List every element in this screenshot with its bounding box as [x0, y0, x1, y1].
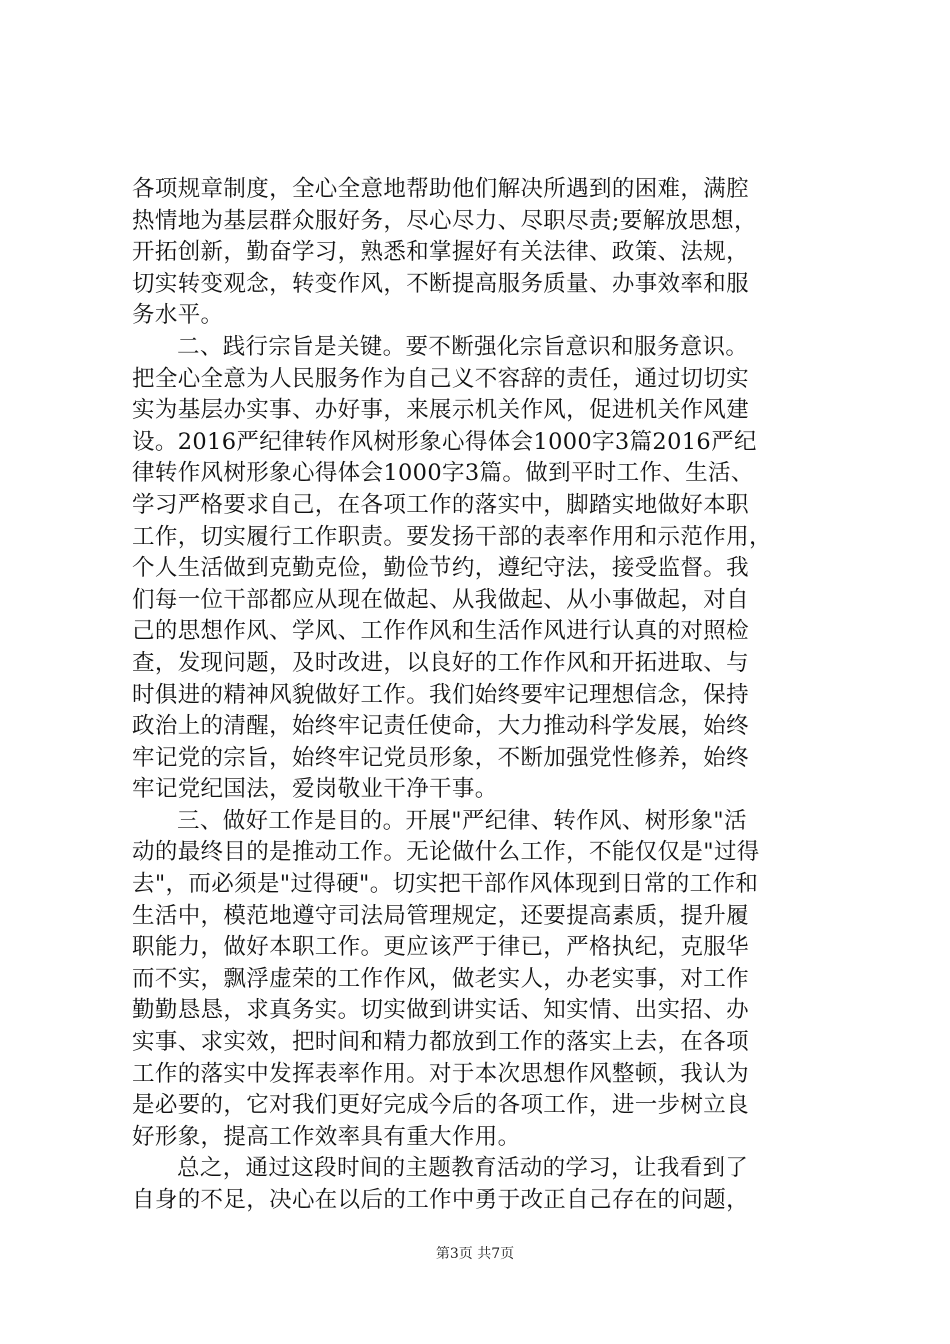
- text-line: 工作，切实履行工作职责。要发扬干部的表率作用和示范作用，: [132, 523, 772, 550]
- text-line: 实事、求实效，把时间和精力都放到工作的落实上去，在各项: [132, 1029, 749, 1056]
- text-line: 查，发现问题，及时改进，以良好的工作作风和开拓进取、与: [132, 649, 749, 676]
- text-line: 政治上的清醒，始终牢记责任使命，大力推动科学发展，始终: [132, 713, 749, 740]
- text-line: 热情地为基层群众服好务，尽心尽力、尽职尽责;要解放思想，: [132, 207, 757, 234]
- paragraph-start-line: 总之，通过这段时间的主题教育活动的学习，让我看到了: [177, 1155, 749, 1182]
- text-line: 好形象，提高工作效率具有重大作用。: [132, 1123, 521, 1150]
- text-line: 牢记党纪国法，爱岗敬业干净干事。: [132, 776, 498, 803]
- text-line: 们每一位干部都应从现在做起、从我做起、从小事做起，对自: [132, 586, 749, 613]
- text-line: 己的思想作风、学风、工作作风和生活作风进行认真的对照检: [132, 618, 749, 645]
- text-line: 牢记党的宗旨，始终牢记党员形象，不断加强党性修养，始终: [132, 744, 749, 771]
- document-body: [132, 174, 828, 1217]
- text-line: 实为基层办实事、办好事，来展示机关作风，促进机关作风建: [132, 397, 749, 424]
- text-line: 个人生活做到克勤克俭，勤俭节约，遵纪守法，接受监督。我: [132, 555, 749, 582]
- text-line: 而不实，飘浮虚荣的工作作风，做老实人，办老实事，对工作: [132, 965, 749, 992]
- text-line: 切实转变观念，转变作风，不断提高服务质量、办事效率和服: [132, 270, 749, 297]
- text-line: 去"，而必须是"过得硬"。切实把干部作风体现到日常的工作和: [132, 871, 759, 898]
- text-line: 各项规章制度，全心全意地帮助他们解决所遇到的困难，满腔: [132, 176, 749, 202]
- paragraph-start-line: 二、践行宗旨是关键。要不断强化宗旨意识和服务意识。: [177, 333, 749, 360]
- text-line: 学习严格要求自己，在各项工作的落实中，脚踏实地做好本职: [132, 491, 749, 518]
- text-line: 是必要的，它对我们更好完成今后的各项工作，进一步树立良: [132, 1092, 749, 1119]
- text-line: 自身的不足，决心在以后的工作中勇于改正自己存在的问题，: [132, 1187, 749, 1213]
- text-line: 职能力，做好本职工作。更应该严于律已，严格执纪，克服华: [132, 934, 749, 961]
- text-line: 工作的落实中发挥表率作用。对于本次思想作风整顿，我认为: [132, 1060, 749, 1087]
- text-line: 动的最终目的是推动工作。无论做什么工作，不能仅仅是"过得: [132, 839, 760, 866]
- text-line: 设。2016严纪律转作风树形象心得体会1000字3篇2016严纪: [132, 428, 757, 455]
- text-line: 开拓创新，勤奋学习，熟悉和掌握好有关法律、政策、法规，: [132, 239, 749, 266]
- text-line: 律转作风树形象心得体会1000字3篇。做到平时工作、生活、: [132, 460, 754, 487]
- text-line: 勤勤恳恳，求真务实。切实做到讲实话、知实情、出实招、办: [132, 997, 749, 1024]
- text-line: 务水平。: [132, 302, 224, 329]
- text-line: 生活中，模范地遵守司法局管理规定，还要提高素质，提升履: [132, 902, 749, 929]
- page-number-footer: 第3页 共7页: [435, 1246, 515, 1262]
- paragraph-start-line: 三、做好工作是目的。开展"严纪律、转作风、树形象"活: [177, 807, 747, 834]
- text-line: 把全心全意为人民服务作为自己义不容辞的责任，通过切切实: [132, 365, 749, 392]
- text-line: 时俱进的精神风貌做好工作。我们始终要牢记理想信念，保持: [132, 681, 749, 708]
